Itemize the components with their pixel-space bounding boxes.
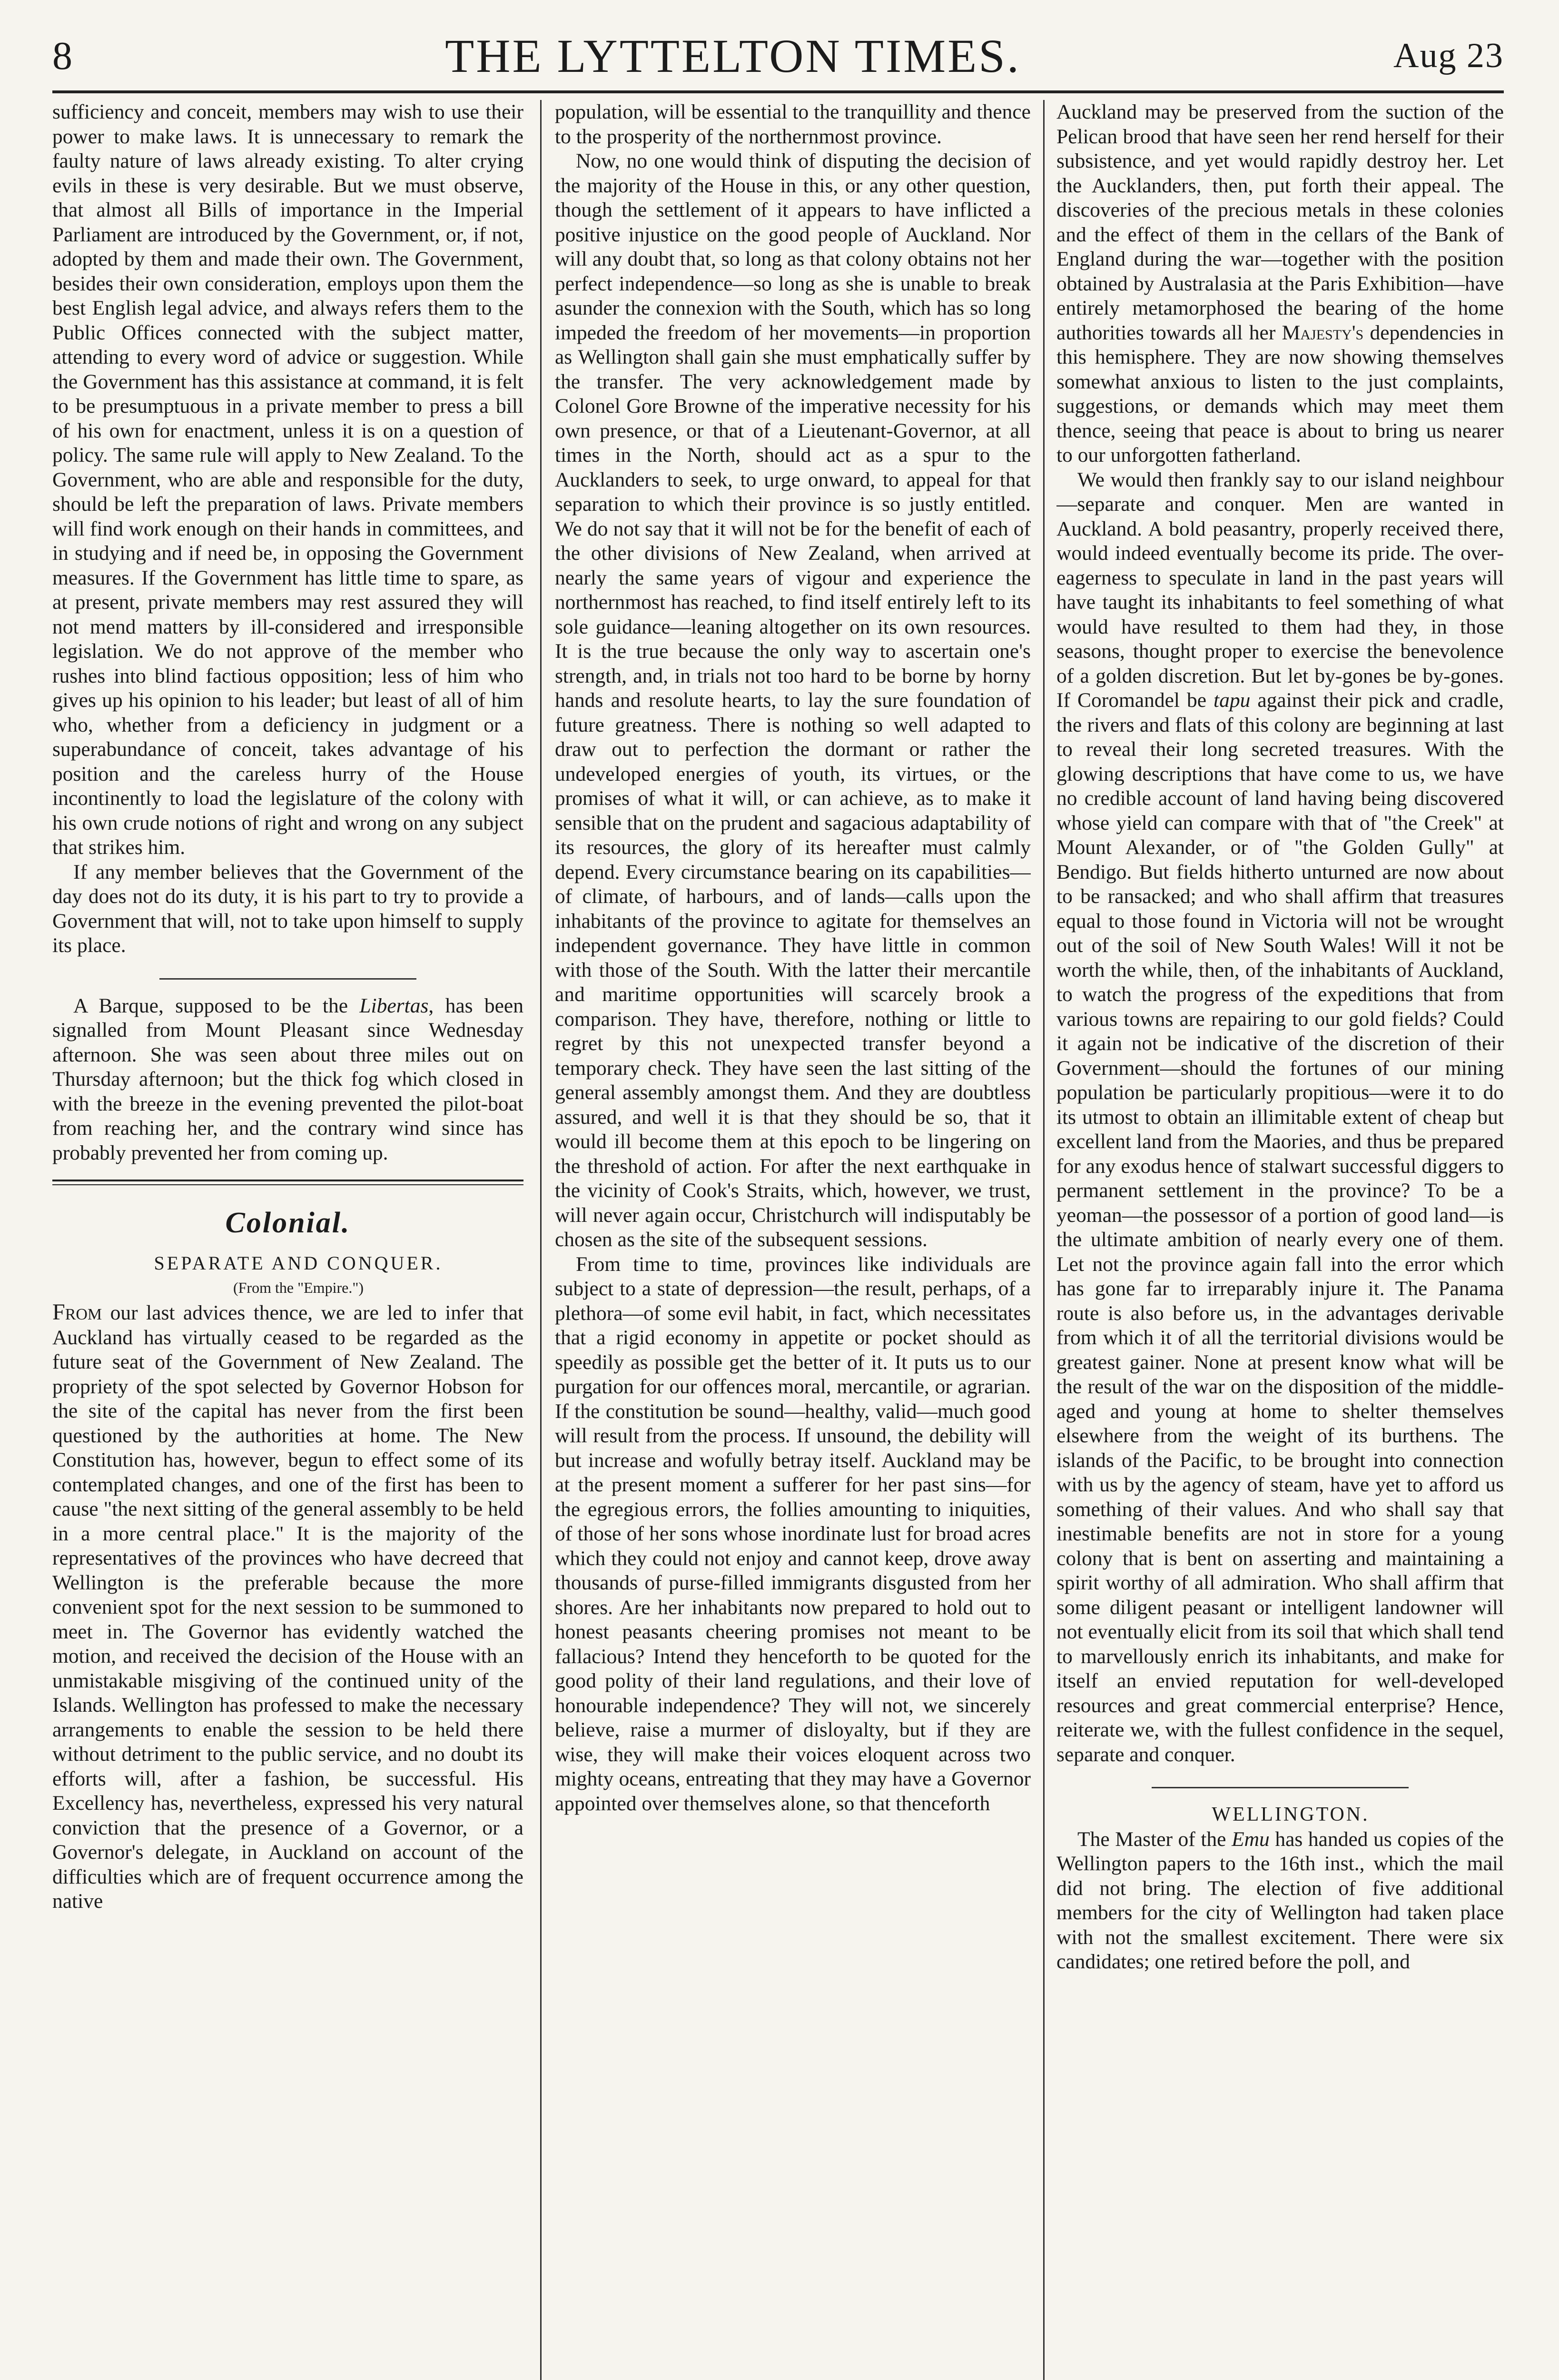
masthead-rule <box>52 90 1504 93</box>
italic-word: tapu <box>1214 689 1251 712</box>
column-1 <box>52 100 523 2380</box>
section-rule <box>52 1180 523 1185</box>
paragraph: Now, no one would think of disputing the decision of the majority of the House in this, or any other question, though the settlement of it appears to have inflicted a positive injustice on the good people of Auckland. Nor will any doubt that, so long as that colony obtains not her perfect independence—so long as she is unable to break asunder the connexion with the South, which has so long impeded the freedom of her movements—in proportion as Wellington shall gain she must emphatically suffer by the transfer. The very acknowledgement made by Colonel Gore Browne of the imperative necessity for his own presence, or that of a Lieutenant-Governor, at all times in the North, should act as a spur to the Aucklanders to seek, to urge onward, to appeal for that separation to which their province is so justly entitled. We do not say that it will not be for the benefit of each of the other divisions of New Zealand, when arrived at nearly the same years of vigour and experience the northernmost has reached, to find itself entirely left to its sole guidance—leaning altogether on its own resources. It is the true because the only way to ascertain one's strength, and, in trials not too hard to be borne by horny hands and resolute hearts, to lay the sure foundation of future greatness. There is nothing so well adapted to draw out to perfection the dormant or rather the undeveloped energies of youth, its virtues, or the promises of what it will, or can achieve, as to make it sensible that on the prudent and sagacious adaptability of its resources, the glory of its hereafter must calmly depend. Every circumstance bearing on its capabilities—of climate, of harbours, and of lands—calls upon the inhabitants of the province to agitate for themselves an independent governance. They have little in common with those of the South. With the latter their mercantile and maritime opportunities will scarcely brook a comparison. They have, therefore, nothing or little to regret by this not unexpected transfer beyond a temporary check. They have seen the last sitting of the general assembly amongst them. And they are doubtless assured, and well it is that they should be so, that it would ill become them at this epoch to be lingering on the threshold of action. For after the next earthquake in the vicinity of Cook's Straits, which, however, we trust, will never again occur, Christchurch will indisputably be chosen as the site of the subsequent sessions. <box>555 149 1031 1251</box>
text-run: We would then frankly say to our island neighbour—separate and conquer. Men are wanted in Auckland. A bold peasantry, properly received there, would indeed eventually become its pride. The over-eagerness to speculate in land in the past years will have taught its inhabitants to feel something of what would have resulted to them had they, in those seasons, thought proper to exercise the benevolence of a golden discretion. But let by-gones be by-gones. If Coromandel be <box>1056 468 1504 712</box>
masthead <box>52 28 1504 84</box>
article-source: (From the "Empire.") <box>233 1279 364 1296</box>
paragraph <box>52 1300 523 1914</box>
paragraph: If any member believes that the Government of the day does not do its duty, it is his part to try to provide a Government that will, not to take upon himself to supply its place. <box>52 860 523 957</box>
text-run: The Master of the <box>1077 1827 1232 1851</box>
divider-rule <box>159 978 416 980</box>
paragraph <box>1056 1827 1504 1974</box>
column-divider <box>540 100 542 2380</box>
text-run: A Barque, supposed to be the <box>73 994 360 1017</box>
text-run: , has been signalled from Mount Pleasant since Wednesday afternoon. She was seen about three miles out on Thursday afternoon; but the thick fog which closed in with the breeze in the evening prevented the pilot-boat from reaching her, and the contrary wind since has probably prevented her from coming up. <box>52 994 523 1164</box>
column-2 <box>555 100 1031 2380</box>
paragraph: population, will be essential to the tranquillity and thence to the prosperity of the northernmost province. <box>555 100 1031 148</box>
paragraph: From time to time, provinces like individuals are subject to a state of depression—the result, perhaps, of a plethora—of some evil habit, in fact, which necessitates that a rigid economy in appetite or pocket should as speedily as possible get the better of it. It puts us to our purgation for our offences moral, mercantile, or agrarian. If the constitution be sound—healthy, valid—much good will result from the process. If unsound, the debility will but increase and wofully betray itself. Auckland may be at the present moment a sufferer for her past sins—for the egregious errors, the follies amounting to iniquities, of those of her sons whose inordinate lust for broad acres which they could not enjoy and cannot keep, drove away thousands of purse-filled immigrants disgusted from her shores. Are her inhabitants now prepared to hold out to honest peasants cheering promises not meant to be fallacious? Intend they henceforth to be quoted for the good polity of their land regulations, and their love of honourable independence? They will not, we sincerely believe, raise a murmer of disloyalty, but if they are wise, they will make their voices eloquent across two mighty oceans, entreating that they may have a Governor appointed over themselves alone, so that thenceforth <box>555 1252 1031 1815</box>
paragraph <box>1056 468 1504 1767</box>
text-run: dependencies in this hemisphere. They are now showing themselves somewhat anxious to listen to the just complaints, suggestions, or demands which may meet them thence, seeing that peace is about to bring us nearer to our unforgotten fatherland. <box>1056 321 1504 466</box>
page-number: 8 <box>52 33 72 78</box>
article-title: SEPARATE AND CONQUER. <box>154 1252 443 1274</box>
issue-date: Aug 23 <box>1393 36 1504 75</box>
article-subheading: WELLINGTON. <box>1212 1804 1370 1825</box>
text-run: has handed us copies of the Wellington papers to the 16th inst., which the mail did not bring. The election of five additional members for the city of Wellington had taken place with not the smallest excitement. There were six candidates; one retired before the poll, and <box>1056 1827 1504 1973</box>
ship-name: Emu <box>1232 1827 1270 1851</box>
newspaper-title: THE LYTTELTON TIMES. <box>445 29 1021 82</box>
paragraph: sufficiency and conceit, members may wish to use their power to make laws. It is unnecessary to remark the faulty nature of laws already existing. To alter crying evils in these is very desirable. But we must observe, that almost all Bills of importance in the Imperial Parliament are introduced by the Government, or, if not, adopted by them and made their own. The Government, besides their own consideration, employs upon them the best English legal advice, and always refers them to the Public Offices connected with the subject matter, attending to every word of advice or suggestion. While the Government has this assistance at command, it is felt to be presumptuous in a private member to press a bill of his own for enactment, unless it is on a question of policy. The same rule will apply to New Zealand. To the Government, who are able and responsible for the duty, should be left the preparation of laws. Private members will find work enough on their hands in committees, and in studying and if need be, in opposing the Government measures. If the Government has little time to spare, as at present, private members may rest assured they will not mend matters by ill-considered and irresponsible legislation. We do not approve of the member who rushes into blind factious opposition; less of him who gives up his opinion to his leader; but least of all of him who, whether from a deficiency in judgment or a superabundance of conceit, takes advantage of his position and the careless hurry of the House incontinently to load the legislature of the colony with his own crude notions of right and wrong on any subject that strikes him. <box>52 100 523 859</box>
column-divider <box>1043 100 1045 2380</box>
text-run: Auckland may be preserved from the suction of the Pelican brood that have seen her rend herself for their subsistence, and yet would rapidly destroy her. Let the Aucklanders, then, put forth their appeal. The discoveries of the precious metals in these colonies and the effect of them in the cellars of the Bank of England during the war—together with the position obtained by Australasia at the Paris Exhibition—have entirely metamorphosed the bearing of the home authorities towards all her <box>1056 100 1504 344</box>
section-heading: Colonial. <box>225 1207 351 1239</box>
divider-rule <box>1152 1787 1409 1788</box>
ship-name: Libertas <box>359 994 429 1017</box>
column-3 <box>1056 100 1504 2380</box>
text-run: our last advices thence, we are led to infer that Auckland has virtually ceased to be regarded as the future seat of the Government of New Zealand. The propriety of the spot selected by Governor Hobson for the site of the capital has never from the first been questioned by the authorities at home. The New Constitution has, however, begun to effect some of its contemplated changes, and one of the first has been to cause "the next sitting of the general assembly to be held in a more central place." It is the majority of the representatives of the provinces who have decreed that Wellington is the preferable because the more convenient spot for the next session to be summoned to meet in. The Governor has evidently watched the motion, and received the decision of the House with an unmistakable misgiving of the continued unity of the Islands. Wellington has professed to make the necessary arrangements to enable the session to be held there without detriment to the public service, and no doubt its efforts will, after a fashion, be successful. His Excellency has, nevertheless, expressed his very natural conviction that the presence of a Governor, or a Governor's delegate, in Auckland on account of the difficulties which are of frequent occurrence among the native <box>52 1301 523 1913</box>
drop-cap: From <box>52 1299 102 1325</box>
paragraph <box>1056 100 1504 468</box>
small-caps-word: Majesty's <box>1282 321 1364 344</box>
text-run: against their pick and cradle, the rivers and flats of this colony are beginning at last to reveal their long secreted treasures. With the glowing descriptions that have come to us, we have no credible account of land having being discovered whose yield can compare with that of "the Creek" at Mount Alexander, or of "the Golden Gully" at Bendigo. But fields hitherto unturned are now about to be ransacked; and who shall affirm that treasures equal to those found in Victoria will not be wrought out of the soil of New South Wales! Will it not be worth the while, then, of the inhabitants of Auckland, to watch the progress of the expeditions that from various towns are repairing to our gold fields? Could it again not be indicative of the discretion of their Government—should the fortunes of our mining population be particularly propitious—were it to do its utmost to obtain an illimitable extent of cheap but excellent land from the Maories, and thus be prepared for any exodus hence of stalwart successful diggers to permanent settlement in the province? To be a yeoman—the possessor of a portion of good land—is the ultimate ambition of nearly every one of them. Let not the province again fall into the error which has gone far to irreparably injure it. The Panama route is also before us, in the advantages derivable from which it of all the territorial divisions would be greatest gainer. None at present know what will be the result of the war on the disposition of the middle-aged and young at home to shelter themselves elsewhere from the weight of its burthens. The islands of the Pacific, to be brought into connection with us by the agency of steam, have yet to afford us something of their values. And who shall say that inestimable benefits are not in store for a young colony that is bent on asserting and maintaining a spirit worthy of all admiration. Who shall affirm that some diligent peasant or intelligent landowner will not eventually elicit from its soil that which shall tend to marvellously enrich its inhabitants, and make for itself an envied reputation for well-developed resources and great commercial enterprise? Hence, reiterate we, with the fullest confidence in the sequel, separate and conquer. <box>1056 689 1504 1766</box>
paragraph <box>52 994 523 1166</box>
